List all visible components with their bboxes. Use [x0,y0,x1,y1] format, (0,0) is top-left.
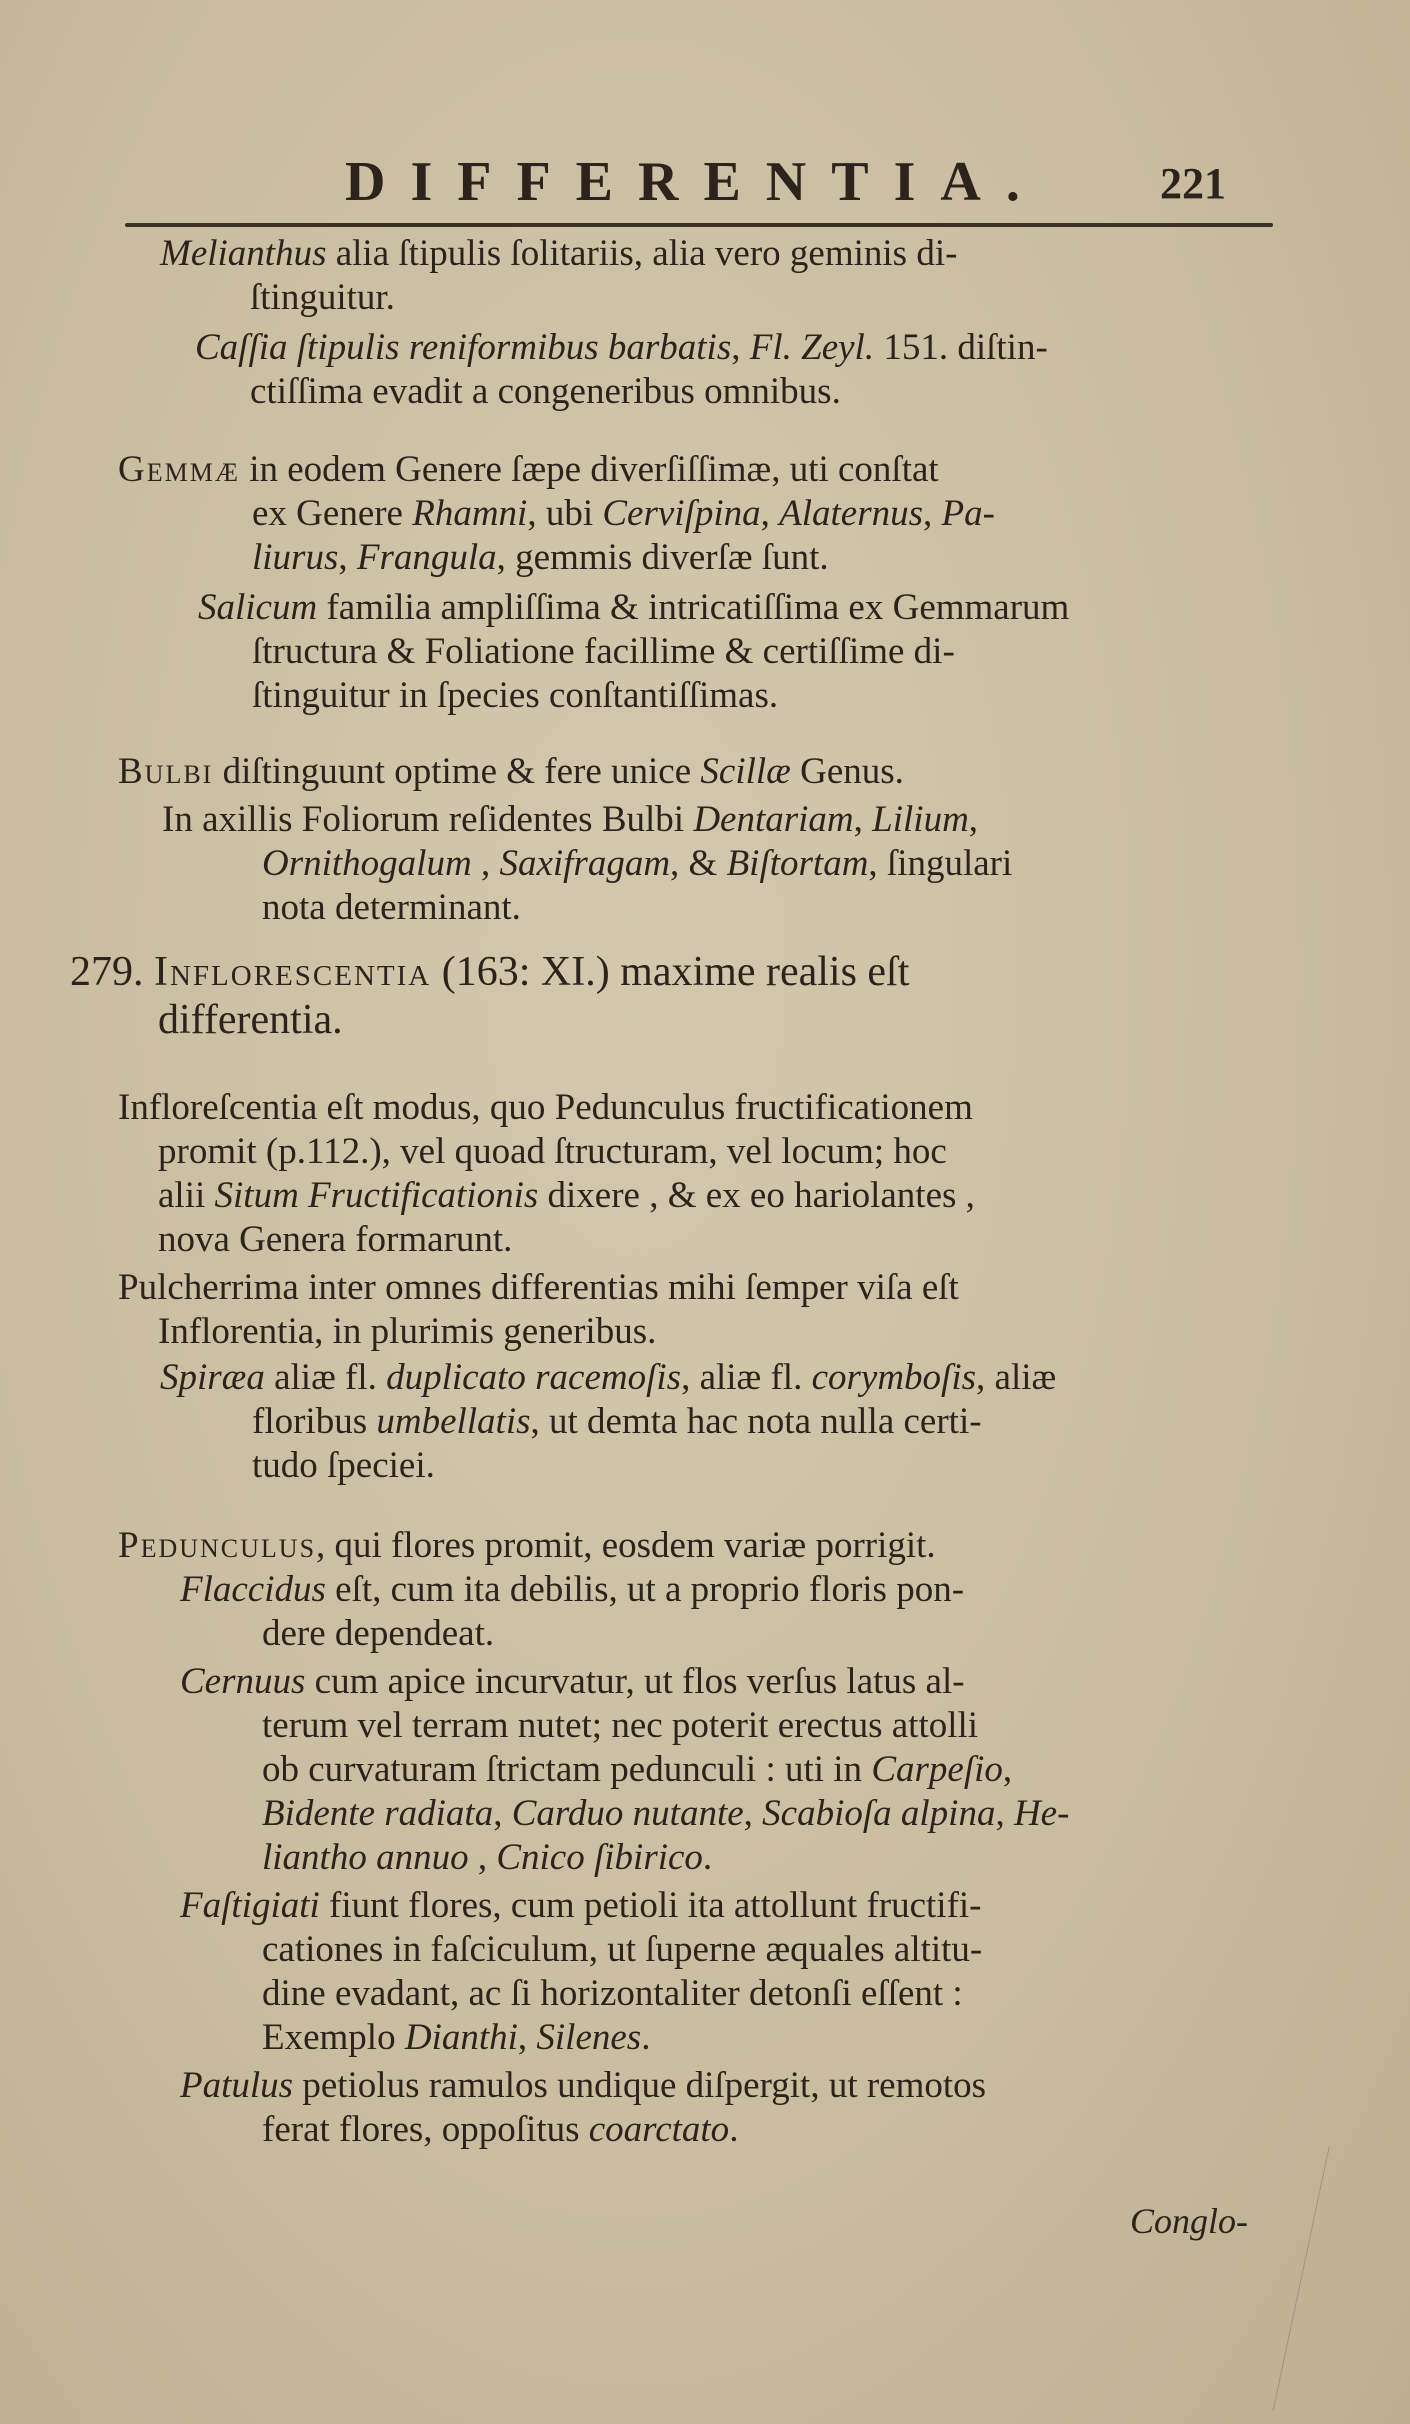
text-line: Exemplo Dianthi, Silenes. [262,2017,651,2058]
text-line: ſtructura & Foliatione facillime & certiſſime di- [252,631,955,672]
text-line: Inflorentia, in plurimis generibus. [158,1311,657,1352]
text-line: ſtinguitur. [250,277,395,318]
text-line: Ornithogalum , Saxifragam, & Biſtortam, ſingulari [262,843,1013,884]
text-line: 279. Inflorescentia (163: XI.) maxime realis eſt [70,949,910,995]
text-line: Faſtigiati fiunt flores, cum petioli ita attollunt fructifi- [180,1885,982,1926]
text-line: cationes in faſciculum, ut ſuperne æquales altitu- [262,1929,983,1970]
text-line: alii Situm Fructificationis dixere , & ex eo hariolantes , [158,1175,975,1216]
text-line: dere dependeat. [262,1613,495,1654]
text-line: ex Genere Rhamni, ubi Cerviſpina, Alaternus, Pa- [252,493,995,534]
text-line: nota determinant. [262,887,521,928]
text-line: ob curvaturam ſtrictam pedunculi : uti in Carpeſio, [262,1749,1013,1790]
text-line: ctiſſima evadit a congeneribus omnibus. [250,371,841,412]
text-line: Pedunculus, qui flores promit, eosdem variæ porrigit. [118,1525,936,1566]
header-rule [125,223,1273,227]
page-crease [1273,2147,1389,2424]
text-line: Infloreſcentia eſt modus, quo Pedunculus fructificationem [118,1087,973,1128]
text-line: Caſſia ſtipulis reniformibus barbatis, Fl. Zeyl. 151. diſtin- [195,327,1048,368]
page-number: 221 [1160,159,1226,208]
text-line: promit (p.112.), vel quoad ſtructuram, vel locum; hoc [158,1131,947,1172]
text-line: liurus, Frangula, gemmis diverſæ ſunt. [252,537,829,578]
text-line: nova Genera formarunt. [158,1219,513,1260]
text-line: floribus umbellatis, ut demta hac nota nulla certi- [252,1401,982,1442]
text-line: Salicum familia ampliſſima & intricatiſſima ex Gemmarum [198,587,1070,628]
text-line: Spiræa aliæ fl. duplicato racemoſis, aliæ fl. corymboſis, aliæ [160,1357,1057,1398]
text-line: Melianthus alia ſtipulis ſolitariis, alia vero geminis di- [160,233,958,274]
text-line: Cernuus cum apice incurvatur, ut flos verſus latus al- [180,1661,965,1702]
text-line: ſtinguitur in ſpecies conſtantiſſimas. [252,675,779,716]
text-line: Bidente radiata, Carduo nutante, Scabioſa alpina, He- [262,1793,1070,1834]
running-header [0,150,1410,220]
text-line: dine evadant, ac ſi horizontaliter detonſi eſſent : [262,1973,963,2014]
text-line: Bulbi diſtinguunt optime & fere unice Scillæ Genus. [118,751,904,792]
catchword: Conglo- [1130,2201,1249,2241]
text-line: Pulcherrima inter omnes differentias mihi ſemper viſa eſt [118,1267,959,1308]
text-line: Gemmæ in eodem Genere ſæpe diverſiſſimæ, uti conſtat [118,449,939,490]
text-line: liantho annuo , Cnico ſibirico. [262,1837,713,1878]
header-title: DIFFERENTIA. [345,151,1045,213]
text-line: ferat flores, oppoſitus coarctato. [262,2109,739,2150]
text-line: Flaccidus eſt, cum ita debilis, ut a proprio floris pon- [180,1569,965,1610]
text-line: terum vel terram nutet; nec poterit erectus attolli [262,1705,979,1746]
text-line: Patulus petiolus ramulos undique diſpergit, ut remotos [180,2065,987,2106]
text-line: In axillis Foliorum reſidentes Bulbi Dentariam, Lilium, [162,799,979,840]
text-line: differentia. [158,997,343,1043]
text-line: tudo ſpeciei. [252,1445,435,1486]
